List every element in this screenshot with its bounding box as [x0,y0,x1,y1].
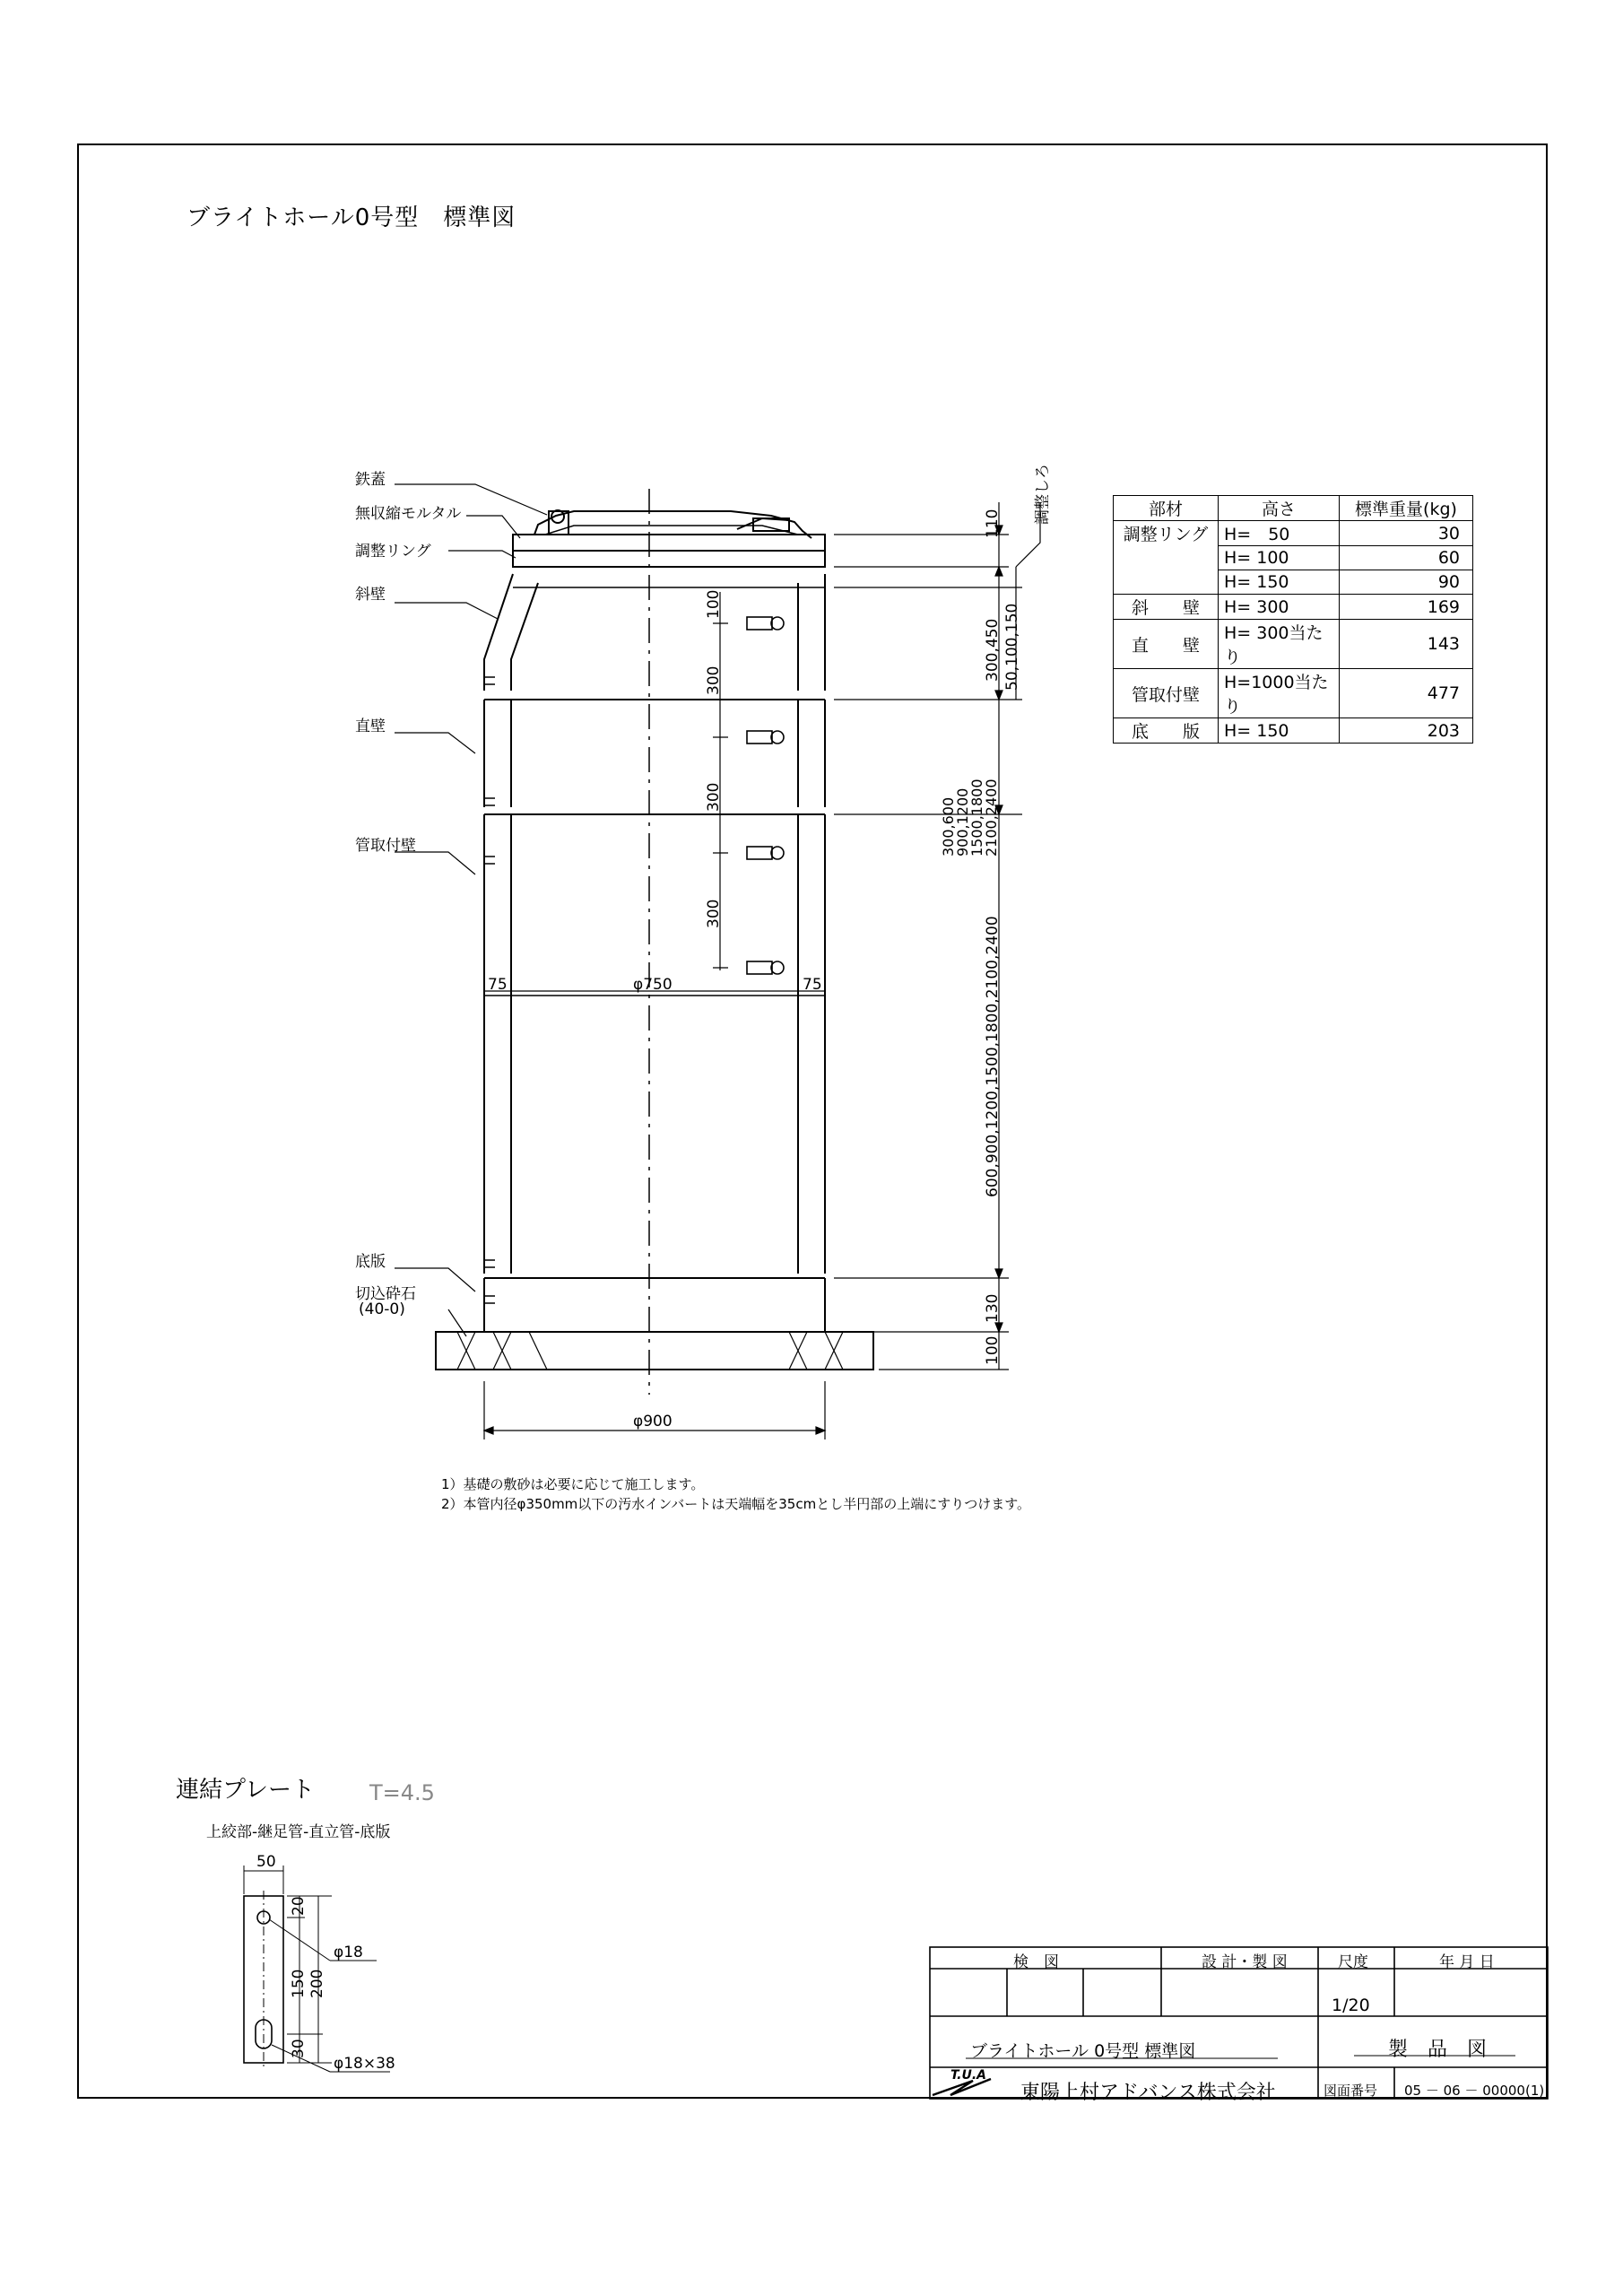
tb-logo: T.U.A [950,2068,987,2083]
label-straight: 直壁 [355,718,386,735]
tb-company: 東陽上村アドバンス株式会社 [1020,2082,1276,2104]
th-member: 部材 [1114,496,1219,521]
note-1: 1）基礎の敷砂は必要に応じて施工します。 [441,1476,705,1492]
tb-drawing-name: ブライトホール 0号型 標準図 [970,2041,1196,2061]
dim-wall-left: 75 [488,976,508,994]
tb-date-label: 年 月 日 [1439,1953,1495,1971]
label-bottom: 底版 [355,1253,386,1271]
plate-hole-label: φ18 [334,1944,363,1961]
tb-check: 検 図 [1013,1953,1059,1971]
dim-110: 110 [984,509,1002,538]
plate-subtitle: 上絞部-継足管-直立管-底版 [206,1823,391,1841]
dim-step-300c: 300 [705,899,723,928]
cell-height: H= 150 [1219,570,1340,595]
drawing-title: ブライトホール0号型 標準図 [187,204,516,231]
plate-dim-50: 50 [256,1853,276,1871]
dim-wall-right: 75 [803,976,822,994]
cell-height: H= 300 [1219,595,1340,620]
dim-step-300b: 300 [705,782,723,812]
plate-thickness: T=4.5 [369,1780,435,1805]
label-mortar: 無収縮モルタル [355,505,462,523]
dim-adjust: 50,100,150 [1003,603,1021,691]
tb-scale-label: 尺度 [1338,1953,1368,1971]
plate-dim-20: 20 [290,1896,308,1916]
cell-weight: 30 [1340,521,1473,546]
tb-design: 設 計・製 図 [1202,1953,1288,1971]
label-slope: 斜壁 [355,586,386,604]
cell-weight: 203 [1340,718,1473,744]
cell-height: H=1000当たり [1219,669,1340,718]
cell-member: 管取付壁 [1114,669,1219,718]
tb-number: 05 － 06 － 00000(1) [1404,2083,1545,2099]
dim-130: 130 [984,1293,1002,1323]
cell-weight: 143 [1340,620,1473,669]
label-gravel-spec: (40-0) [359,1300,405,1318]
cell-weight: 477 [1340,669,1473,718]
th-weight: 標準重量(kg) [1340,496,1473,521]
dim-base-dia: φ900 [633,1413,673,1431]
cell-height: H= 300当たり [1219,620,1340,669]
plate-dim-150: 150 [290,1969,308,1998]
plate-slot-label: φ18×38 [334,2055,395,2073]
cell-member: 斜 壁 [1114,595,1219,620]
tb-scale: 1/20 [1332,1996,1370,2015]
dim-straight: 300,600 900,1200 1500,1800 2100,2400 [940,778,1000,857]
dim-step-100: 100 [705,589,723,619]
th-height: 高さ [1219,496,1340,521]
label-ring: 調整リング [355,543,431,561]
label-adjust-margin: 調整しろ [1034,464,1052,525]
label-cover: 鉄蓋 [355,471,386,489]
cell-member: 調整リング [1114,521,1219,595]
cell-member: 底 版 [1114,718,1219,744]
plate-dim-200: 200 [308,1969,326,1998]
plate-dim-30: 30 [290,2039,308,2058]
tb-drawing-type: 製 品 図 [1388,2039,1488,2061]
label-pipe-wall: 管取付壁 [355,837,416,855]
dim-slope: 300,450 [984,618,1002,682]
dim-100: 100 [984,1335,1002,1365]
label-gravel: 切込砕石 [355,1285,416,1303]
dim-step-300a: 300 [705,665,723,695]
note-2: 2）本管内径φ350mm以下の汚水インバートは天端幅を35cmとし半円部の上端にすりつけます。 [441,1496,1030,1512]
cell-height: H= 50 [1219,521,1340,546]
cell-height: H= 100 [1219,546,1340,570]
cell-member: 直 壁 [1114,620,1219,669]
tb-number-label: 図面番号 [1324,2083,1378,2099]
dim-inner-dia: φ750 [633,976,673,994]
cell-weight: 60 [1340,546,1473,570]
plate-title: 連結プレート [176,1777,315,1804]
dim-pipe: 600,900,1200,1500,1800,2100,2400 [984,916,1002,1197]
cell-weight: 169 [1340,595,1473,620]
cell-weight: 90 [1340,570,1473,595]
cell-height: H= 150 [1219,718,1340,744]
